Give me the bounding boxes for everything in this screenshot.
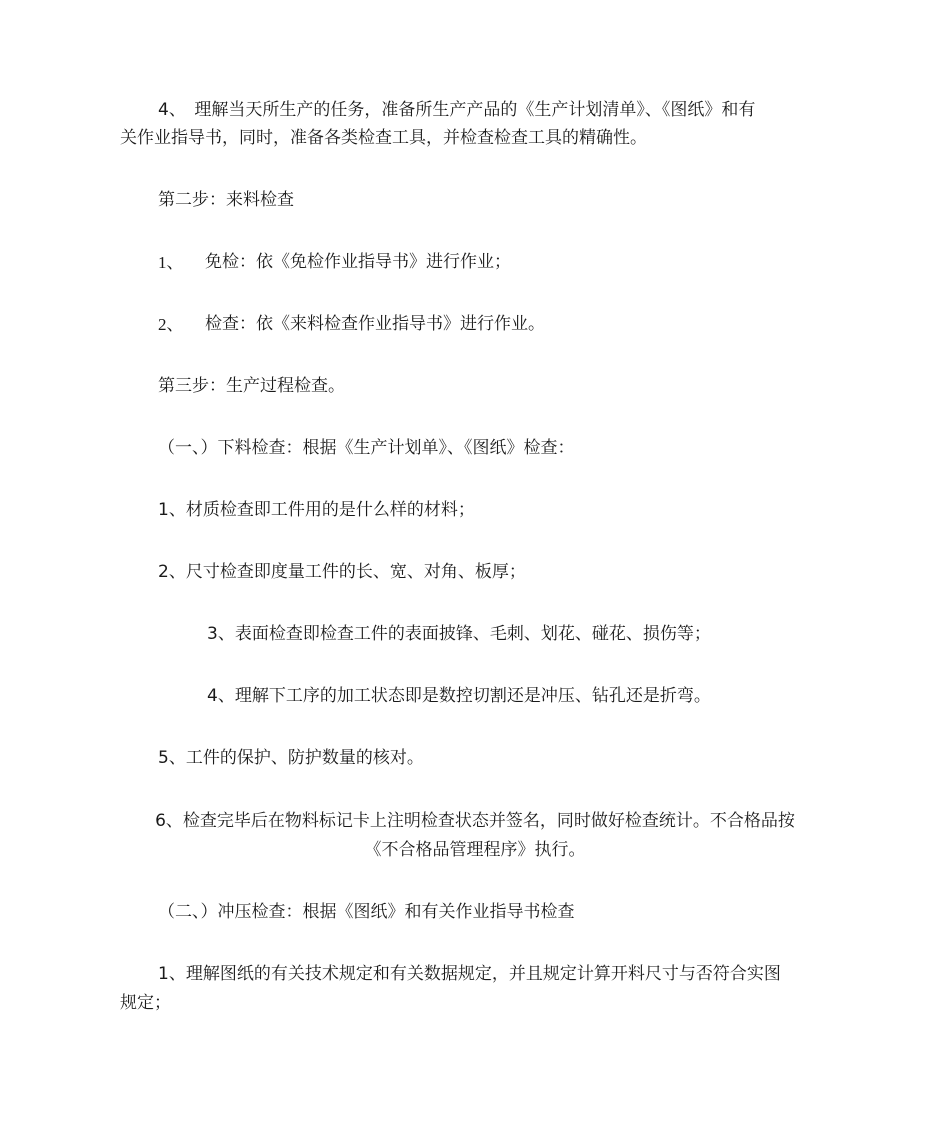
list-item-text: 检查：依《来料检查作业指导书》进行作业。: [205, 314, 545, 334]
paragraph-line: 6、检查完毕后在物料标记卡上注明检查状态并签名，同时做好检查统计。不合格品按: [155, 811, 795, 831]
section-heading: （一、）下料检查：根据《生产计划单》、《图纸》检查：: [158, 438, 575, 458]
list-number: 2、: [158, 315, 184, 334]
paragraph-line: 《不合格品管理程序》执行。: [364, 840, 586, 860]
list-item: 2、尺寸检查即度量工件的长、宽、对角、板厚；: [158, 562, 526, 582]
paragraph-line: 1、理解图纸的有关技术规定和有关数据规定，并且规定计算开料尺寸与否符合实图: [158, 964, 781, 984]
list-item: 5、工件的保护、防护数量的核对。: [158, 748, 424, 768]
paragraph-line: 规定；: [120, 993, 171, 1013]
step-heading: 第三步：生产过程检查。: [158, 376, 345, 396]
list-number: 1、: [158, 253, 184, 272]
section-heading: （二、）冲压检查：根据《图纸》和有关作业指导书检查: [158, 902, 575, 922]
step-heading: 第二步：来料检查: [158, 190, 294, 210]
list-item: 1、材质检查即工件用的是什么样的材料；: [158, 500, 475, 520]
list-item: 4、理解下工序的加工状态即是数控切割还是冲压、钻孔还是折弯。: [207, 686, 711, 706]
paragraph-line: 关作业指导书，同时，准备各类检查工具，并检查检查工具的精确性。: [120, 128, 647, 148]
list-item-text: 免检：依《免检作业指导书》进行作业；: [205, 252, 511, 272]
list-item: 3、表面检查即检查工件的表面披锋、毛刺、划花、碰花、损伤等；: [207, 624, 711, 644]
paragraph-line: 4、 理解当天所生产的任务，准备所生产产品的《生产计划清单》、《图纸》和有: [158, 100, 756, 120]
